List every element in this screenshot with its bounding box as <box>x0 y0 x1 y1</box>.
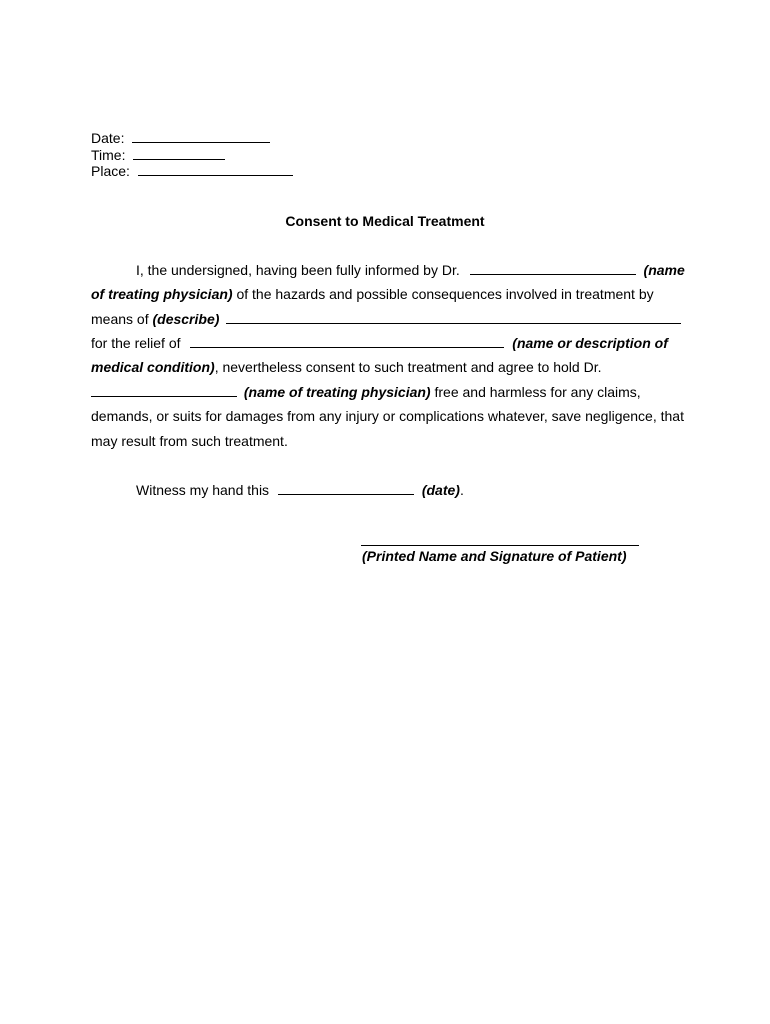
document-title: Consent to Medical Treatment <box>285 213 485 229</box>
time-label: Time: <box>91 147 126 163</box>
body-line-3-bold: (describe) <box>152 311 220 327</box>
date-label: Date: <box>91 130 125 146</box>
body-line-3 <box>91 311 681 327</box>
body-line-5-text: , nevertheless consent to such treatment and agree to hold Dr. <box>214 359 602 375</box>
signature-label: (Printed Name and Signature of Patient) <box>362 548 627 564</box>
place-label: Place: <box>91 163 130 179</box>
witness-date-label: (date) <box>421 482 460 498</box>
body-line-1-text: I, the undersigned, having been fully informed by Dr. <box>136 262 460 278</box>
place-blank[interactable] <box>138 165 293 176</box>
body-line-8-text: may result from such treatment. <box>91 433 288 449</box>
body-line-6 <box>91 384 641 400</box>
witness-date-blank[interactable] <box>278 484 414 495</box>
body-line-7-text: demands, or suits for damages from any injury or complications whatever, save negligence, that <box>91 408 684 424</box>
body-line-8 <box>91 433 288 449</box>
place-field-row <box>91 163 293 179</box>
body-line-2-text: of the hazards and possible consequences involved in treatment by <box>232 286 654 302</box>
witness-text: Witness my hand this <box>136 482 270 498</box>
treatment-description-blank[interactable] <box>226 313 681 324</box>
body-line-2 <box>91 286 654 302</box>
hold-dr-blank[interactable] <box>91 386 237 397</box>
time-field-row <box>91 147 225 163</box>
body-line-6-text: free and harmless for any claims, <box>430 384 641 400</box>
body-line-1 <box>136 262 685 278</box>
physician-name-blank[interactable] <box>470 264 636 275</box>
signature-line[interactable] <box>361 545 639 546</box>
witness-end: . <box>459 482 464 498</box>
body-line-4-text: for the relief of <box>91 335 181 351</box>
signature-label-row <box>362 548 626 564</box>
body-line-2-bold: of treating physician) <box>91 286 233 302</box>
body-line-6-bold: (name of treating physician) <box>243 384 431 400</box>
body-line-4 <box>91 335 668 351</box>
body-line-1-tail: (name <box>643 262 685 278</box>
date-field-row <box>91 130 270 146</box>
relief-of-blank[interactable] <box>190 337 504 348</box>
date-blank[interactable] <box>132 132 270 143</box>
time-blank[interactable] <box>133 149 225 160</box>
body-line-4-bold: (name or description of <box>512 335 668 351</box>
witness-line <box>136 482 464 498</box>
body-line-7 <box>91 408 684 424</box>
body-line-3-text: means of <box>91 311 153 327</box>
body-line-5-bold: medical condition) <box>91 359 215 375</box>
body-line-5 <box>91 359 601 375</box>
